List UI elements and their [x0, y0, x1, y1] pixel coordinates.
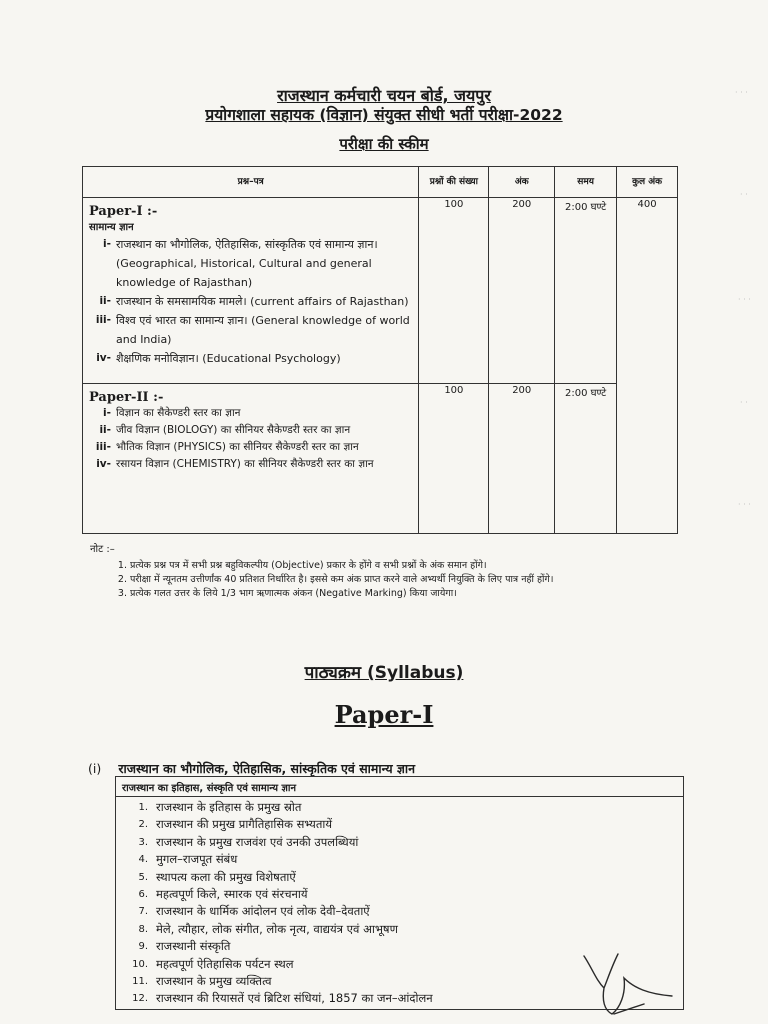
list-item: iv- रसायन विज्ञान (CHEMISTRY) का सीनियर सैकेण्डरी स्तर का ज्ञान: [96, 458, 374, 470]
notes-list: [90, 559, 710, 601]
col-header-total: कुल अंक: [617, 167, 678, 198]
section-heading: [88, 760, 415, 777]
syllabus-heading: पाठ्यक्रम (Syllabus): [304, 663, 464, 683]
note-item: 1. प्रत्येक प्रश्न पत्र में सभी प्रश्न बहुविकल्पीय (Objective) प्रकार के होंगे व सभी प्रश्नों के अंक समान होंगे।: [130, 559, 710, 573]
notes-label: नोट :–: [90, 544, 115, 555]
list-item: 12. राजस्थान की रियासतें एवं ब्रिटिश संधियां, 1857 का जन–आंदोलन: [132, 991, 433, 1006]
paper-2-cell: [83, 384, 419, 534]
list-item: 8. मेले, त्यौहार, लोक संगीत, लोक नृत्य, वाद्ययंत्र एवं आभूषण: [138, 921, 398, 936]
section-title: राजस्थान का भौगोलिक, ऐतिहासिक, सांस्कृतिक एवं सामान्य ज्ञान: [118, 761, 416, 776]
paper-2-questions: 100: [419, 384, 489, 534]
list-item: 10. महत्वपूर्ण ऐतिहासिक पर्यटन स्थल: [132, 956, 294, 971]
list-item: 5. स्थापत्य कला की प्रमुख विशेषताऐं: [138, 869, 296, 884]
topics-box-title: राजस्थान का इतिहास, संस्कृति एवं सामान्य ज्ञान: [116, 777, 683, 797]
col-header-time: समय: [555, 167, 617, 198]
list-item: 1. राजस्थान के इतिहास के प्रमुख स्रोत: [138, 800, 302, 814]
list-item: 7. राजस्थान के धार्मिक आंदोलन एवं लोक देवी–देवताऐं: [138, 904, 370, 919]
paper-2-time: 2:00 घण्टे: [555, 384, 617, 534]
list-item: 4. मुगल–राजपूत संबंध: [138, 852, 238, 867]
table-header-row: [83, 167, 678, 198]
note-item: 2. परीक्षा में न्यूनतम उत्तीर्णांक 40 प्रतिशत निर्धारित है। इससे कम अंक प्राप्त करने वाले अभ्यर्थी नियुक्ति के लिए पात्र नहीं होंगे।: [130, 573, 710, 587]
board-name: राजस्थान कर्मचारी चयन बोर्ड, जयपुर: [277, 86, 491, 105]
col-header-marks: अंक: [489, 167, 555, 198]
list-item: iii- भौतिक विज्ञान (PHYSICS) का सीनियर सैकेण्डरी स्तर का ज्ञान: [95, 441, 359, 453]
list-item: iv- शैक्षणिक मनोविज्ञान। (Educational Psychology): [96, 352, 341, 365]
list-item: iii- विश्व एवं भारत का सामान्य ज्ञान। (General knowledge of world and India): [95, 314, 410, 346]
scan-artifact: · ·: [740, 190, 748, 199]
scan-artifact: · · ·: [735, 88, 748, 97]
paper-2-marks: 200: [489, 384, 555, 534]
section-number: (i): [88, 761, 102, 776]
list-item: 6. महत्वपूर्ण किले, स्मारक एवं संरचनायें: [138, 887, 308, 902]
total-marks: 400: [617, 198, 678, 534]
paper-heading: Paper-I: [334, 700, 434, 729]
scan-artifact: · · ·: [738, 295, 751, 304]
table-row-paper-1: [83, 198, 678, 384]
list-item: 11. राजस्थान के प्रमुख व्यक्तित्व: [132, 974, 272, 989]
col-header-paper: प्रश्न–पत्र: [83, 167, 419, 198]
col-header-questions: प्रश्नों की संख्या: [419, 167, 489, 198]
list-item: ii- जीव विज्ञान (BIOLOGY) का सीनियर सैकेण्डरी स्तर का ज्ञान: [99, 424, 351, 436]
list-item: 9. राजस्थानी संस्कृति: [138, 939, 231, 954]
paper-1-questions: 100: [419, 198, 489, 384]
paper-1-time: 2:00 घण्टे: [555, 198, 617, 384]
scan-artifact: · ·: [740, 398, 748, 407]
note-item: 3. प्रत्येक गलत उत्तर के लिये 1/3 भाग ऋणात्मक अंकन (Negative Marking) किया जायेगा।: [130, 587, 710, 601]
paper-1-subtitle: सामान्य ज्ञान: [89, 222, 134, 233]
list-item: i- राजस्थान का भौगोलिक, ऐतिहासिक, सांस्कृतिक एवं सामान्य ज्ञान। (Geographical, Historical, Cultural and general knowledge of Rajasthan): [103, 238, 378, 289]
notes-section: [90, 541, 710, 601]
table-row-paper-2: [83, 384, 678, 534]
signature: [574, 948, 684, 1018]
scan-artifact: · · ·: [738, 500, 751, 509]
list-item: i- विज्ञान का सैकेण्डरी स्तर का ज्ञान: [103, 407, 241, 419]
paper-1-title: Paper-I :-: [89, 204, 158, 219]
paper-1-cell: [83, 198, 419, 384]
list-item: 3. राजस्थान के प्रमुख राजवंश एवं उनकी उपलब्धियां: [138, 834, 359, 849]
scheme-title: परीक्षा की स्कीम: [339, 135, 429, 153]
paper-1-marks: 200: [489, 198, 555, 384]
list-item: 2. राजस्थान की प्रमुख प्रागैतिहासिक सभ्यतायें: [138, 817, 333, 832]
exam-title: प्रयोगशाला सहायक (विज्ञान) संयुक्त सीधी भर्ती परीक्षा-2022: [205, 106, 563, 124]
paper-2-title: Paper-II :-: [89, 390, 164, 405]
list-item: ii- राजस्थान के समसामयिक मामले। (current affairs of Rajasthan): [99, 295, 409, 308]
exam-scheme-table: [82, 166, 678, 534]
